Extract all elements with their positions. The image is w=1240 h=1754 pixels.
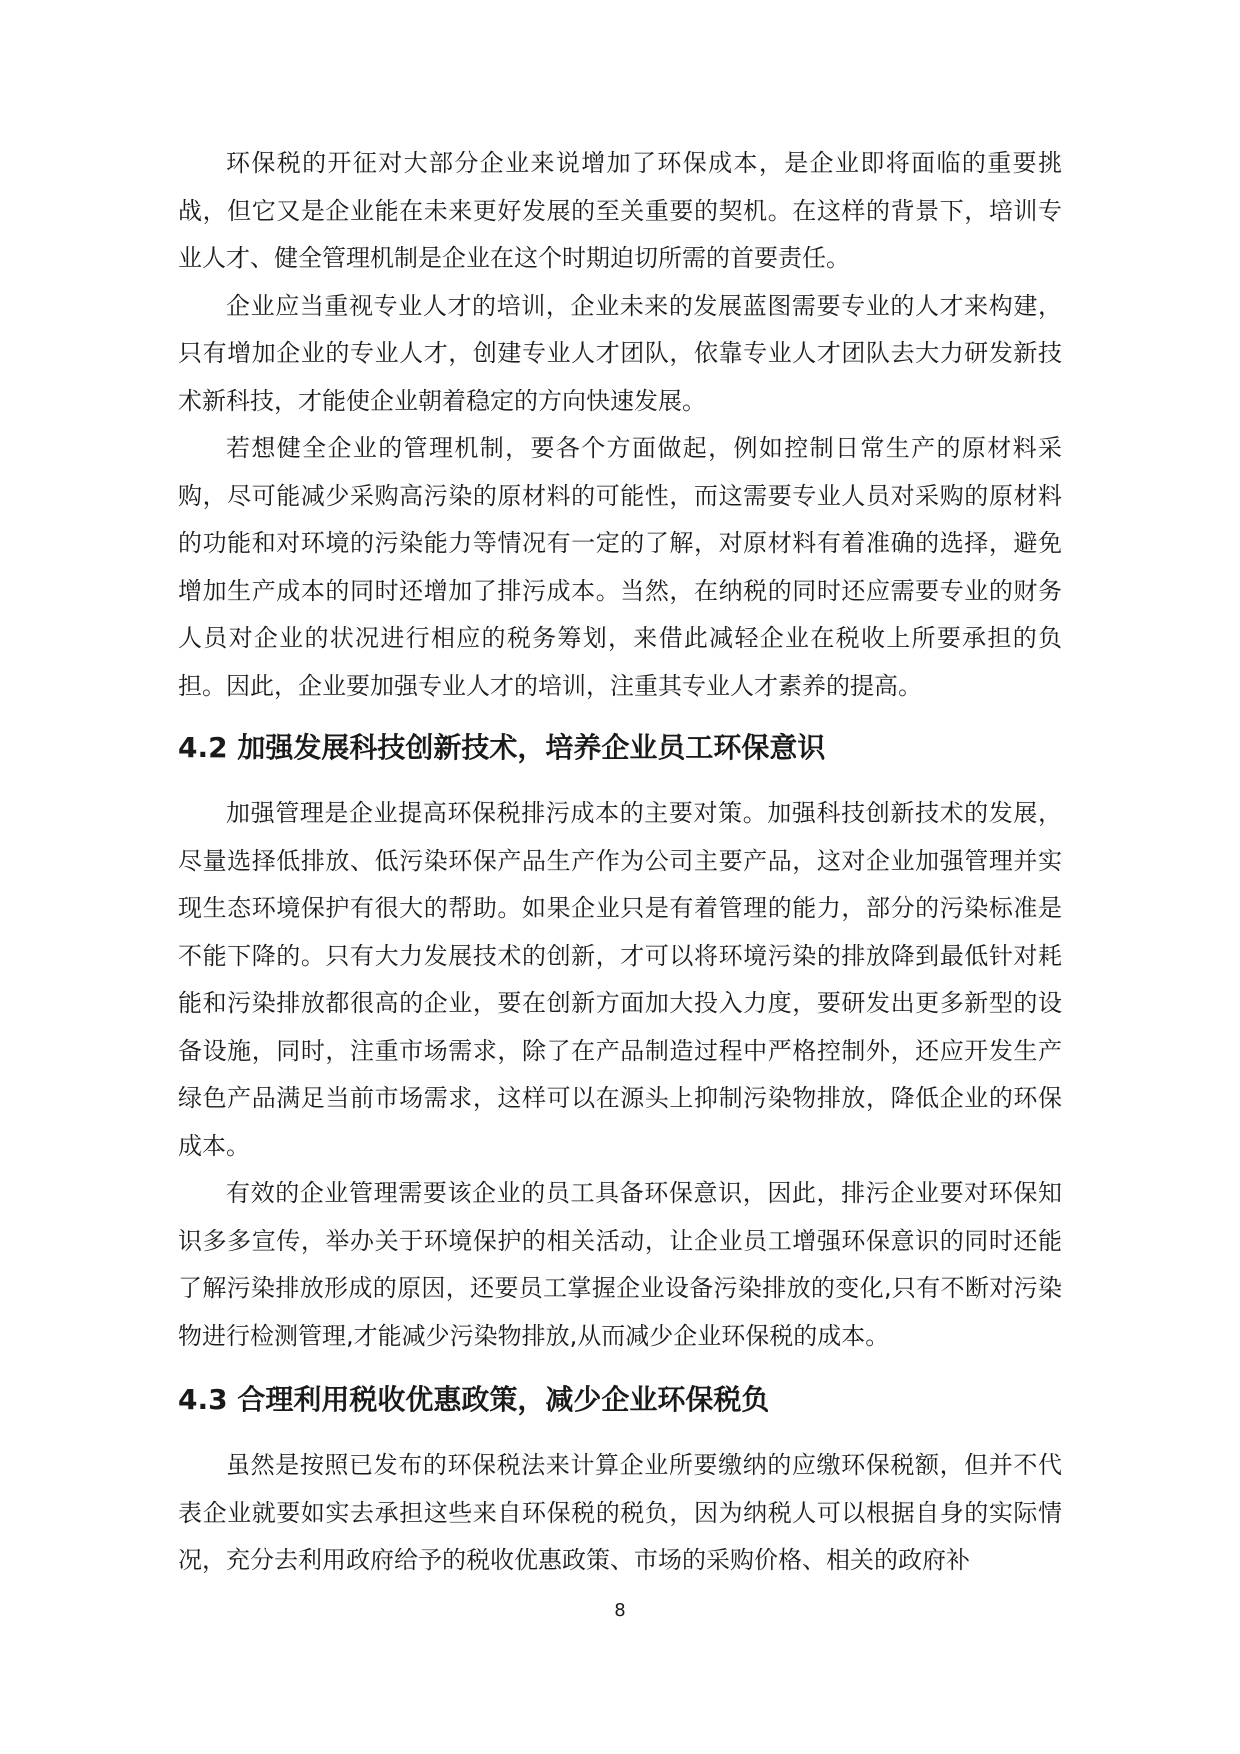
paragraph-4-2-a: 加强管理是企业提高环保税排污成本的主要对策。加强科技创新技术的发展，尽量选择低排放、低污染环保产品生产作为公司主要产品，这对企业加强管理并实现生态环境保护有很大的帮助。如果企业只是有着管理的能力，部分的污染标准是不能下降的。只有大力发展技术的创新，才可以将环境污染的排放降到最低针对耗能和污染排放都很高的企业，要在创新方面加大投入力度，要研发出更多新型的设备设施，同时，注重市场需求，除了在产品制造过程中严格控制外，还应开发生产绿色产品满足当前市场需求，这样可以在源头上抑制污染物排放，降低企业的环保成本。 [178,799,1062,1160]
document-page [178,140,1062,1585]
paragraph-4-2-b: 有效的企业管理需要该企业的员工具备环保意识，因此，排污企业要对环保知识多多宣传，举办关于环境保护的相关活动，让企业员工增强环保意识的同时还能了解污染排放形成的原因，还要员工掌握企业设备污染排放的变化,只有不断对污染物进行检测管理,才能减少污染物排放,从而减少企业环保税的成本。 [178,1179,1062,1350]
paragraph-4-1-b: 企业应当重视专业人才的培训，企业未来的发展蓝图需要专业的人才来构建，只有增加企业的专业人才，创建专业人才团队，依靠专业人才团队去大力研发新技术新科技，才能使企业朝着稳定的方向快速发展。 [178,291,1062,415]
page-number: 8 [614,1600,626,1621]
section-heading-4-2: 4.2 加强发展科技创新技术，培养企业员工环保意识 [178,731,826,764]
section-heading-4-3: 4.3 合理利用税收优惠政策，减少企业环保税负 [178,1383,770,1416]
paragraph-4-1-a: 环保税的开征对大部分企业来说增加了环保成本，是企业即将面临的重要挑战，但它又是企业能在未来更好发展的至关重要的契机。在这样的背景下，培训专业人才、健全管理机制是企业在这个时期迫切所需的首要责任。 [178,149,1062,272]
paragraph-4-3-a: 虽然是按照已发布的环保税法来计算企业所要缴纳的应缴环保税额，但并不代表企业就要如实去承担这些来自环保税的税负，因为纳税人可以根据自身的实际情况，充分去利用政府给予的税收优惠政策、市场的采购价格、相关的政府补 [178,1451,1062,1574]
paragraph-4-1-c: 若想健全企业的管理机制，要各个方面做起，例如控制日常生产的原材料采购，尽可能减少采购高污染的原材料的可能性，而这需要专业人员对采购的原材料的功能和对环境的污染能力等情况有一定的了解，对原材料有着准确的选择，避免增加生产成本的同时还增加了排污成本。当然，在纳税的同时还应需要专业的财务人员对企业的状况进行相应的税务筹划，来借此减轻企业在税收上所要承担的负担。因此，企业要加强专业人才的培训，注重其专业人才素养的提高。 [178,434,1062,700]
